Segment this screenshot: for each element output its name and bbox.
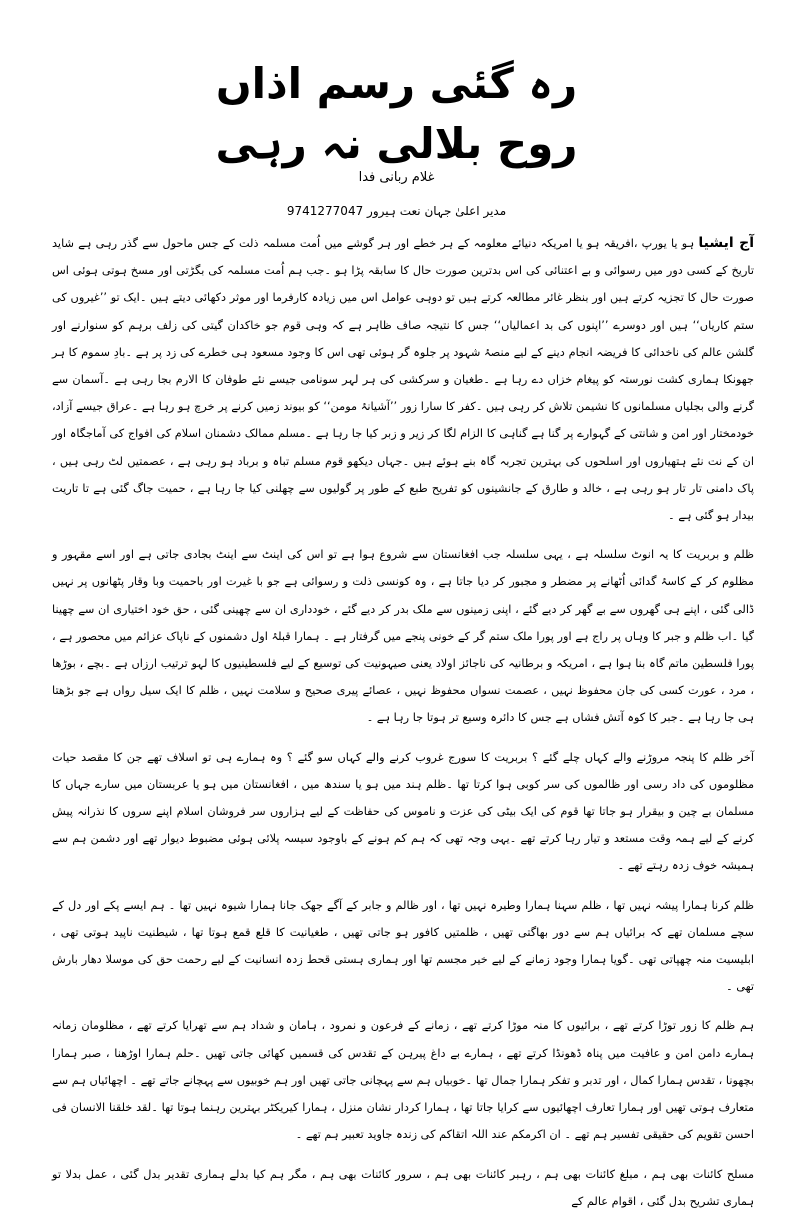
author-name: غلام ربانی فدا [358, 170, 435, 185]
title-line-2: روح بلالی نہ رہی [215, 119, 578, 168]
paragraph-2: ظلم و بربریت کا یہ انوٹ سلسلہ ہے ، یہی سلسلہ جب افغانستان سے شروع ہوا ہے تو اس کی اینٹ سے اینٹ بجادی جاتی ہے اور اسے مقہور و مظلوم کر کے کاسۂ گدائی اُٹھانے پر مضطر و مجبور کر دیا جاتا ہے ، وہ کونسی ذلت و رسوائی ہے جو با غیرت اور باحمیت وبا وقار پٹھانوں پر نہیں ڈالی گئی ، اپنے ہی گھروں سے بے گھر کر دیے گئے ، اپنی زمینوں سے ملک بدر کر دیے گئے ، خودداری ان سے چھینی گئی ، حق خود اختیاری ان سے چھینا گیا ۔اب ظلم و جبر کا وہاں پر راج ہے اور پورا ملک ستم گر کے خونی پنجے میں گرفتار ہے ۔ ہمارا قبلۂ اول دشمنوں کے ناپاک عزائم میں محصور ہے ، پورا فلسطین ماتم گاہ بنا ہوا ہے ، امریکہ و برطانیہ کی ناجائز اولاد یعنی صیہونیت کی توسیع کے لیے فلسطینیوں کا لہو ترتیب ارزاں ہے ۔بچے ، بوڑھا ، مرد ، عورت کسی کی جان محفوظ نہیں ، عصمت نسواں محفوظ نہیں ، عصائے پیری صحیح و سلامت نہیں ، ظلم کا ایک سیل رواں ہے جو بڑھتا ہی جا رہا ہے ۔جبر کا کوہ آتش فشاں ہے جس کا دائرہ وسیع تر ہوتا جا رہا ہے ۔ [52, 548, 754, 725]
paragraph-1-text: ہو یا یورپ ،افریقہ ہو یا امریکہ دنیائے معلومہ کے ہر خطے اور ہر گوشے میں اُمت مسلمہ ذلت کے جس ماحول سے گذر رہی ہے شاید تاریخ کے کسی دور میں رسوائی و بے اعتنائی کی اس بدترین صورت حال کا سابقہ پڑا ہو ۔جب ہم اُمت مسلمہ کی بگڑتی اور مسخ ہوتی ہوئی اس صورت حال کا تجزیہ کرتے ہیں اور بنظر غائر مطالعہ کرتے ہیں تو دوہی عوامل اس میں زیادہ کارفرما اور موثر دکھائی دیتے ہیں ۔ایک تو ’’غیروں کی ستم کاریاں‘‘ ہیں اور دوسرے ’’اپنوں کی بد اعمالیاں‘‘ جس کا نتیجہ صاف ظاہر ہے کہ وہی قوم جو خاکدان گیتی کی زلف برہم کو سنوارنے اور گلشن عالم کی ناخدائی کا فریضہ انجام دینے کے لیے منصۂ شہود پر جلوہ گر ہوئی تھی اس کا وجود مسعود ہی خطرے کی زد پر ہے ۔بادِ سموم کا ہر جھونکا ہماری کشت نورستہ کو پیغام خزاں دے رہا ہے ۔طغیان و سرکشی کی ہر لہر سونامی جیسے نئے طوفان کا الارم بجا رہی ہے ۔آسمان سے گرنے والی بجلیاں مسلمانوں کا نشیمن تلاش کر رہی ہیں ۔کفر کا سارا زور ’’آشیانۂ مومن‘‘ کو بیوند زمیں کرنے پر خرچ ہو رہا ہے ۔عراق جیسے آزاد، خودمختار اور امن و شانتی کے گہوارے پر گنا ہے گناہی کا الزام لگا کر زیر و زبر کیا جا رہا ہے ۔مسلم ممالک دشمنان اسلام کی افواج کی آماجگاہ اور ان کے نت نئے ہتھیاروں اور اسلحوں کی بہترین تجربہ گاہ بنے ہوئے ہیں ۔جہاں دیکھو قوم مسلم تباہ و برباد ہو رہی ہے ، عصمتیں لٹ رہی ہیں ، پاک دامنی تار تار ہو رہی ہے ، خالد و طارق کے جانشینوں کو تفریح طبع کے طور پر گولیوں سے چھلنی کیا جا رہا ہے ، حمیت جاگ گئی ہے تا تاریت بیدار ہو گئی ہے ۔ [52, 237, 754, 523]
article-body [52, 230, 754, 1227]
paragraph-1-lead: آج ایشیا [698, 235, 754, 251]
paragraph-5: ہم ظلم کا زور توڑا کرتے تھے ، برائیوں کا منہ موڑا کرتے تھے ، زمانے کے فرعون و نمرود ، ہامان و شداد ہم سے تھرایا کرتے تھے ، مظلومان زمانہ ہمارے دامن امن و عافیت میں پناہ ڈھونڈا کرتے تھے ، ہمارے بے داغ پیرہن کے تقدس کی قسمیں کھائی جاتی تھیں ۔حلم ہمارا اوڑھنا ، صبر ہمارا بچھونا ، تقدس ہمارا کمال ، اور تدبر و تفکر ہمارا جمال تھا ۔خوبیاں ہم سے پہچانی جاتی تھیں اور ہم خوبیوں سے پہچانے جاتے تھے ۔ اچھائیاں ہم سے متعارف ہوتی تھیں اور ہمارا تعارف اچھائیوں سے کرایا جاتا تھا ، ہمارا کردار نشان منزل ، ہمارا کیریکٹر بہترین رہنما ہوتا تھا ۔لقد خلقنا الانسان فی احسن تقویم کی حقیقی تفسیر ہم تھے ۔ ان اکرمکم عند اللہ اتقاکم کی زندہ جاوید تعبیر ہم تھے ۔ [52, 1019, 754, 1142]
paragraph-1 [52, 230, 754, 529]
paragraph-3: آخر ظلم کا پنجہ مروڑنے والے کہاں چلے گئے ؟ بربریت کا سورج غروب کرنے والے کہاں سو گئے ؟ وہ ہمارے ہی تو اسلاف تھے جن کا مقصد حیات مظلوموں کی داد رسی اور ظالموں کی سر کوبی ہوا کرتا تھا ۔ظلم ہند میں ہو یا سندھ میں ، افغانستان میں ہو یا عربستان میں سارے جہاں کا مسلمان بے چین و بیقرار ہو جاتا تھا قوم کی ایک بیٹی کی عزت و ناموس کی حفاظت کے لیے ہزاروں سر فروشان اسلام اپنے سروں کا نذرانہ پیش کرنے کے لیے ہمہ وقت مستعد و تیار رہا کرتے تھے ۔یہی وجہ تھی کہ ہم کم ہونے کے باوجود سیسہ پلائی ہوئی مضبوط دیوار تھے اور دشمن ہم سے ہمیشہ خوف زدہ رہتے تھے ۔ [52, 750, 754, 873]
title-line-1: رہ گئی رسم اذاں [215, 59, 578, 108]
paragraph-6: مسلح کائنات بھی ہم ، مبلغ کائنات بھی ہم ، رہبر کائنات بھی ہم ، سرور کائنات بھی ہم ، مگر ہم کیا بدلے ہماری تقدیر بدل گئی ، عمل بدلا تو ہماری تشریح بدل گئی ، اقوام عالم کے [52, 1167, 754, 1208]
paragraph-4: ظلم کرنا ہمارا پیشہ نہیں تھا ، ظلم سہنا ہمارا وطیرہ نہیں تھا ، اور ظالم و جابر کے آگے جھک جانا ہمارا شیوہ نہیں تھا ۔ ہم ایسے پکے اور دل کے سچے مسلمان تھے کہ برائیاں ہم سے دور بھاگتی تھیں ، ظلمتیں کافور ہو جاتی تھیں ، طغیانیت کا قلع قمع ہوتا تھا ، شیطنیت ناپید ہوتی تھی ، ابلیسیت منہ چھپاتی تھی ۔گویا ہمارا وجود زمانے کے لیے خیر مجسم تھا اور ہماری ہستی قحط زدہ انسانیت کے لیے رحمت حق کی موسلا دھار بارش تھی ۔ [52, 898, 754, 994]
editor-line: مدیر اعلیٰ جہان نعت ہیرور 9741277047 [286, 204, 507, 218]
